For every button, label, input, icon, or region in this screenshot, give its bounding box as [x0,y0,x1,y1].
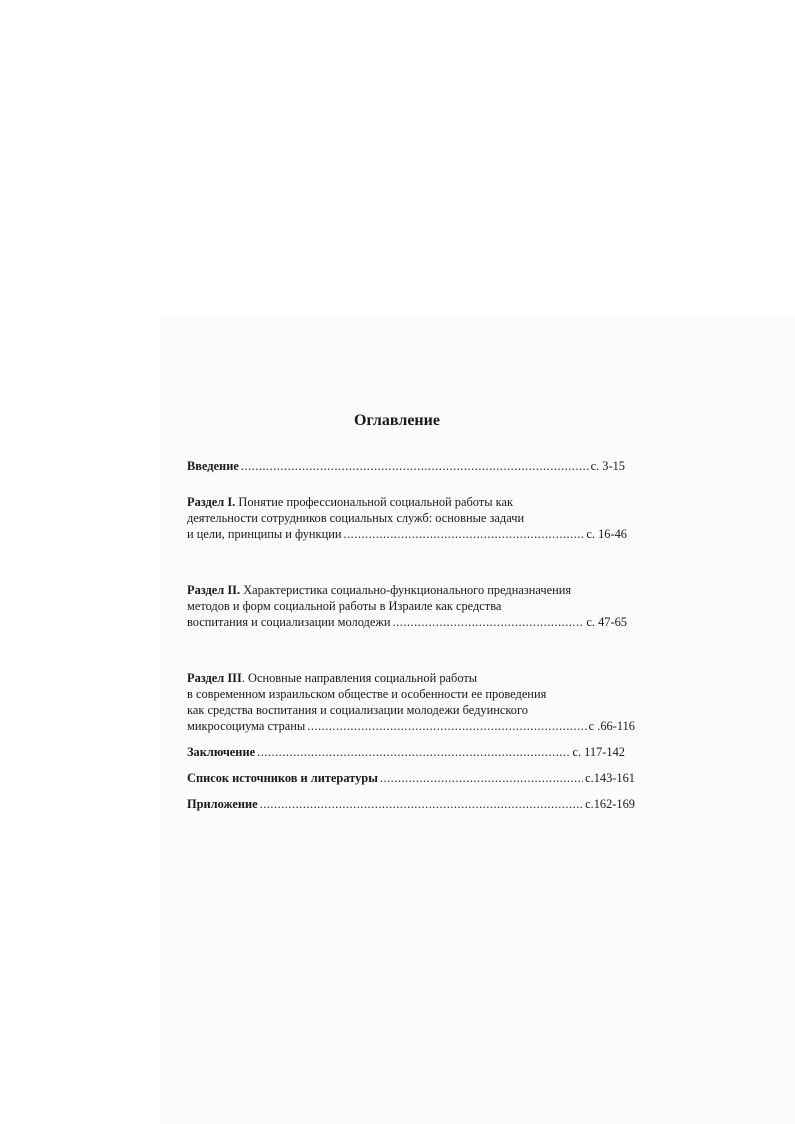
toc-entry-label: Раздел I. [187,495,236,509]
toc-entry-label: Список источников и литературы [187,771,378,785]
dot-leader [343,526,584,542]
dot-leader [307,718,586,734]
page-title: Оглавление [354,412,440,429]
toc-entry-appendix [187,796,635,812]
toc-page-range: с.143-161 [585,771,635,785]
dot-leader [380,770,583,786]
toc-entry-section-2 [187,582,627,630]
toc-entry-text: Понятие профессиональной социальной работы как [238,495,513,509]
toc-page-range: с. 117-142 [572,745,625,759]
toc-entry-label: Заключение [187,745,256,759]
toc-entry-text: деятельности сотрудников социальных служб: основные задачи [187,511,525,525]
toc-entry-label: Введение [187,459,239,473]
toc-entry-introduction [187,458,625,474]
toc-page-range: с. 3-15 [590,459,625,473]
toc-entry-text: Характеристика социально-функционального предназначения [243,583,572,597]
toc-page-range: с. 47-65 [586,615,627,629]
toc-entry-section-3 [187,670,635,734]
toc-entry-conclusion [187,744,625,760]
toc-entry-text: в современном израильском обществе и особенности ее проведения [187,687,547,701]
dot-leader [257,744,570,760]
dot-leader [393,614,585,630]
toc-entry-label: Раздел II. [187,583,241,597]
toc-entry-text: микросоциума страны [187,719,306,733]
toc-entry-text: . Основные направления социальной работы [241,671,478,685]
toc-entry-text: методов и форм социальной работы в Израиле как средства [187,599,502,613]
toc-page-range: с.162-169 [585,797,635,811]
toc-entry-label: Раздел III [187,671,242,685]
toc-page-range: с .66-116 [588,719,635,733]
dot-leader [260,796,583,812]
toc-entry-section-1 [187,494,627,542]
dot-leader [241,458,589,474]
toc-entry-label: Приложение [187,797,258,811]
toc-entry-references [187,770,635,786]
toc-page-range: с. 16-46 [586,527,627,541]
toc-entry-text: как средства воспитания и социализации молодежи бедуинского [187,703,528,717]
table-of-contents [187,412,637,812]
toc-entry-text: воспитания и социализации молодежи [187,615,391,629]
toc-entry-text: и цели, принципы и функции [187,527,342,541]
